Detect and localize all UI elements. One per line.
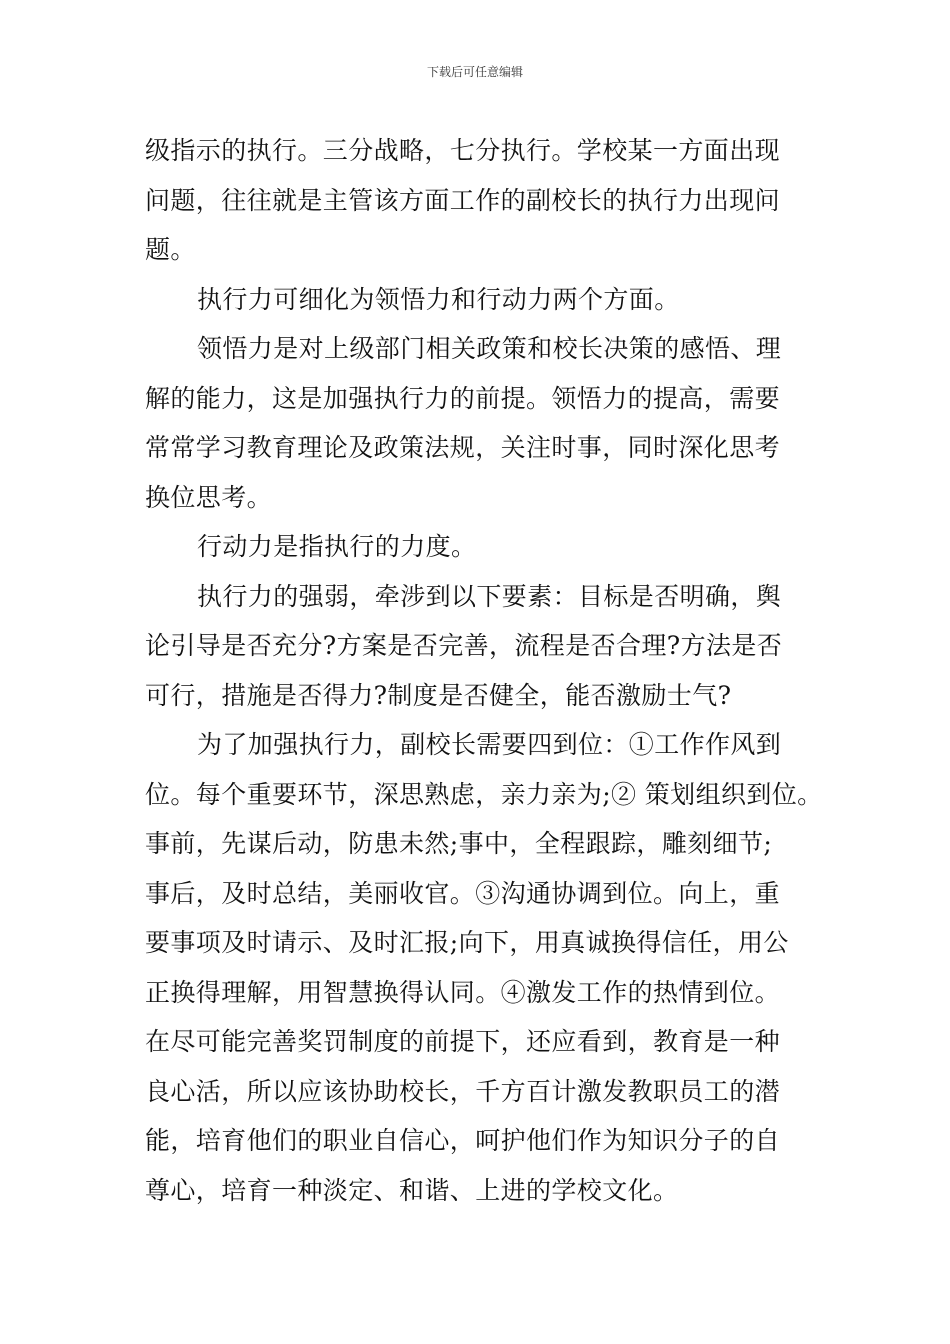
paragraph-line: 事后，及时总结，美丽收官。③沟通协调到位。向上，重 (145, 878, 781, 908)
paragraph-line: 解的能力，这是加强执行力的前提。领悟力的提高，需要 (145, 383, 781, 413)
paragraph-first-line: 领悟力是对上级部门相关政策和校长决策的感悟、理 (197, 334, 782, 363)
paragraph-line: 良心活，所以应该协助校长，千方百计激发教职员工的潜 (145, 1076, 781, 1106)
paragraph-line: 尊心，培育一种淡定、和谐、上进的学校文化。 (145, 1175, 679, 1205)
paragraph-first-line: 执行力可细化为领悟力和行动力两个方面。 (197, 284, 680, 314)
paragraph-line: 能，培育他们的职业自信心，呵护他们作为知识分子的自 (145, 1126, 781, 1155)
paragraph-first-line: 为了加强执行力，副校长需要四到位：①工作作风到 (197, 730, 782, 759)
paragraph-line: 可行，措施是否得力?制度是否健全，能否激励士气? (145, 680, 732, 710)
paragraph-line: 常常学习教育理论及政策法规，关注时事，同时深化思考 (145, 433, 781, 462)
document-body (145, 126, 823, 1215)
paragraph-line: 级指示的执行。三分战略，七分执行。学校某一方面出现 (145, 136, 781, 165)
paragraph-line: 论引导是否充分?方案是否完善，流程是否合理?方法是否 (145, 631, 783, 660)
paragraph-line: 要事项及时请示、及时汇报;向下，用真诚换得信任，用公 (145, 928, 789, 957)
paragraph-first-line: 执行力的强弱，牵涉到以下要素：目标是否明确，舆 (197, 581, 782, 611)
paragraph-line: 问题，往往就是主管该方面工作的副校长的执行力出现问 (145, 185, 781, 215)
paragraph-line: 题。 (145, 235, 196, 264)
paragraph-line: 事前，先谋后动，防患未然;事中，全程跟踪，雕刻细节; (145, 829, 773, 858)
paragraph-line: 换位思考。 (145, 482, 273, 512)
paragraph-first-line: 行动力是指执行的力度。 (197, 532, 477, 561)
paragraph-line: 位。每个重要环节，深思熟虑，亲力亲为;② 策划组织到位。 (145, 779, 823, 809)
page-header: 下载后可任意编辑 (426, 65, 523, 79)
paragraph-line: 在尽可能完善奖罚制度的前提下，还应看到，教育是一种 (145, 1027, 781, 1056)
paragraph-line: 正换得理解，用智慧换得认同。④激发工作的热情到位。 (145, 977, 781, 1007)
